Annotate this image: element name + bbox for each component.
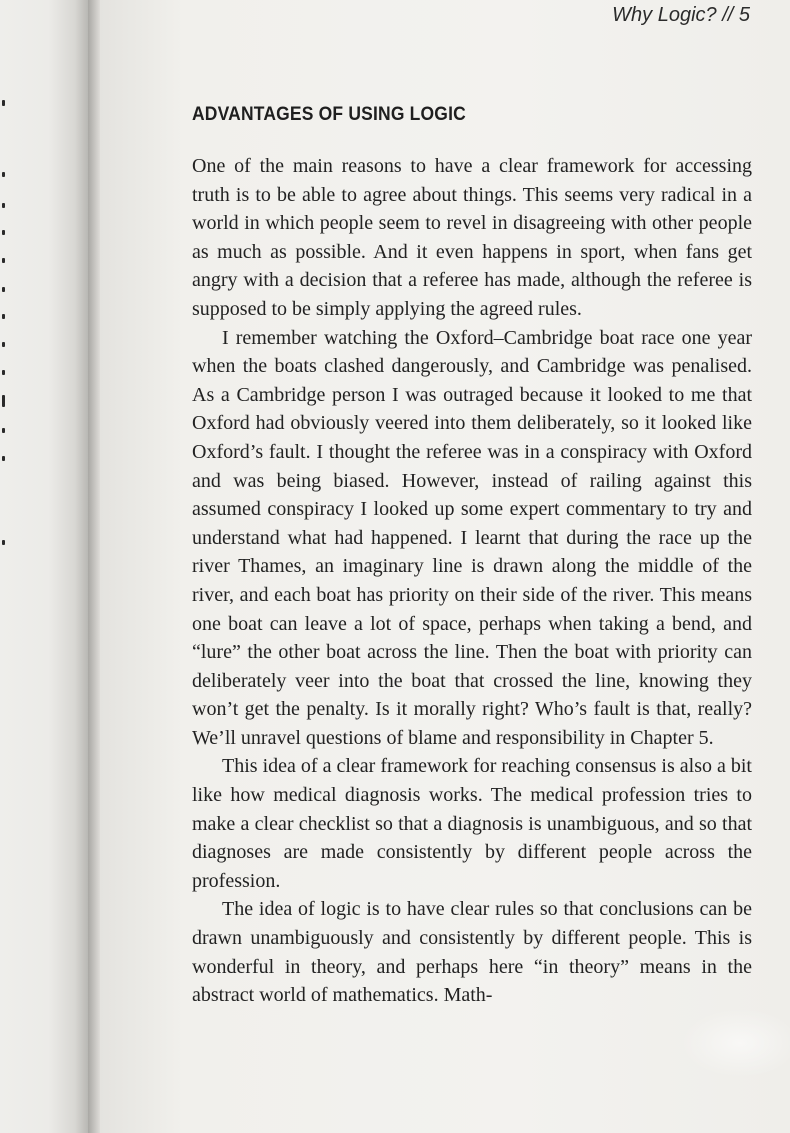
text-fragment [2, 100, 5, 106]
paragraph: The idea of logic is to have clear rules so that conclusions can be drawn unambiguously and consistently by different people. This is wonderful in theory, and perhaps here “in theory” means in the abstract world of mathematics. Math- [192, 898, 752, 1007]
facing-page-edge [0, 0, 88, 1133]
text-fragment [2, 287, 5, 292]
paragraph: One of the main reasons to have a clear framework for accessing truth is to be able to agree about things. This seems very radical in a world in which people seem to revel in disagreeing with other people as much as possible. And it even happens in sport, when fans get angry with a decision that a referee has made, although the referee is supposed to be simply applying the agreed rules. [192, 155, 752, 320]
paragraph: I remember watching the Oxford–Cambridge boat race one year when the boats clashed dangerously, and Cambridge was penalised. As a Cambridge person I was outraged because it looked to me that Oxford had obviously veered into them deliberately, so it looked like Oxford’s fault. I thought the referee was in a conspiracy with Oxford and was being biased. However, instead of railing against this assumed conspiracy I looked up some expert commentary to try and understand what had happened. I learnt that during the race up the river Thames, an imaginary line is drawn along the middle of the river, and each boat has priority on their side of the river. This means one boat can leave a lot of space, perhaps when taking a bend, and “lure” the other boat across the line. Then the boat with priority can deliberately veer into the boat that crossed the line, knowing they won’t get the penalty. Is it morally right? Who’s fault is that, really? We’ll unravel questions of blame and responsibility in Chapter 5. [192, 326, 752, 749]
text-fragment [2, 456, 5, 461]
text-fragment [2, 172, 5, 177]
watermark [680, 1008, 790, 1078]
text-fragment [2, 230, 5, 235]
text-fragment [2, 342, 5, 347]
book-page [100, 0, 790, 1133]
section-heading: ADVANTAGES OF USING LOGIC [192, 104, 466, 125]
text-fragment [2, 370, 5, 375]
book-gutter [88, 0, 100, 1133]
body-text [192, 152, 752, 1010]
running-head: Why Logic? // 5 [612, 4, 750, 26]
text-fragment [2, 395, 5, 407]
text-fragment [2, 314, 5, 319]
text-fragment [2, 428, 5, 433]
paragraph: This idea of a clear framework for reaching consensus is also a bit like how medical diagnosis works. The medical profession tries to make a clear checklist so that a diagnosis is unambiguous, and so that diagnoses are made consistently by different people across the profession. [192, 755, 752, 892]
text-fragment [2, 203, 5, 208]
text-fragment [2, 540, 5, 545]
text-fragment [2, 258, 5, 263]
